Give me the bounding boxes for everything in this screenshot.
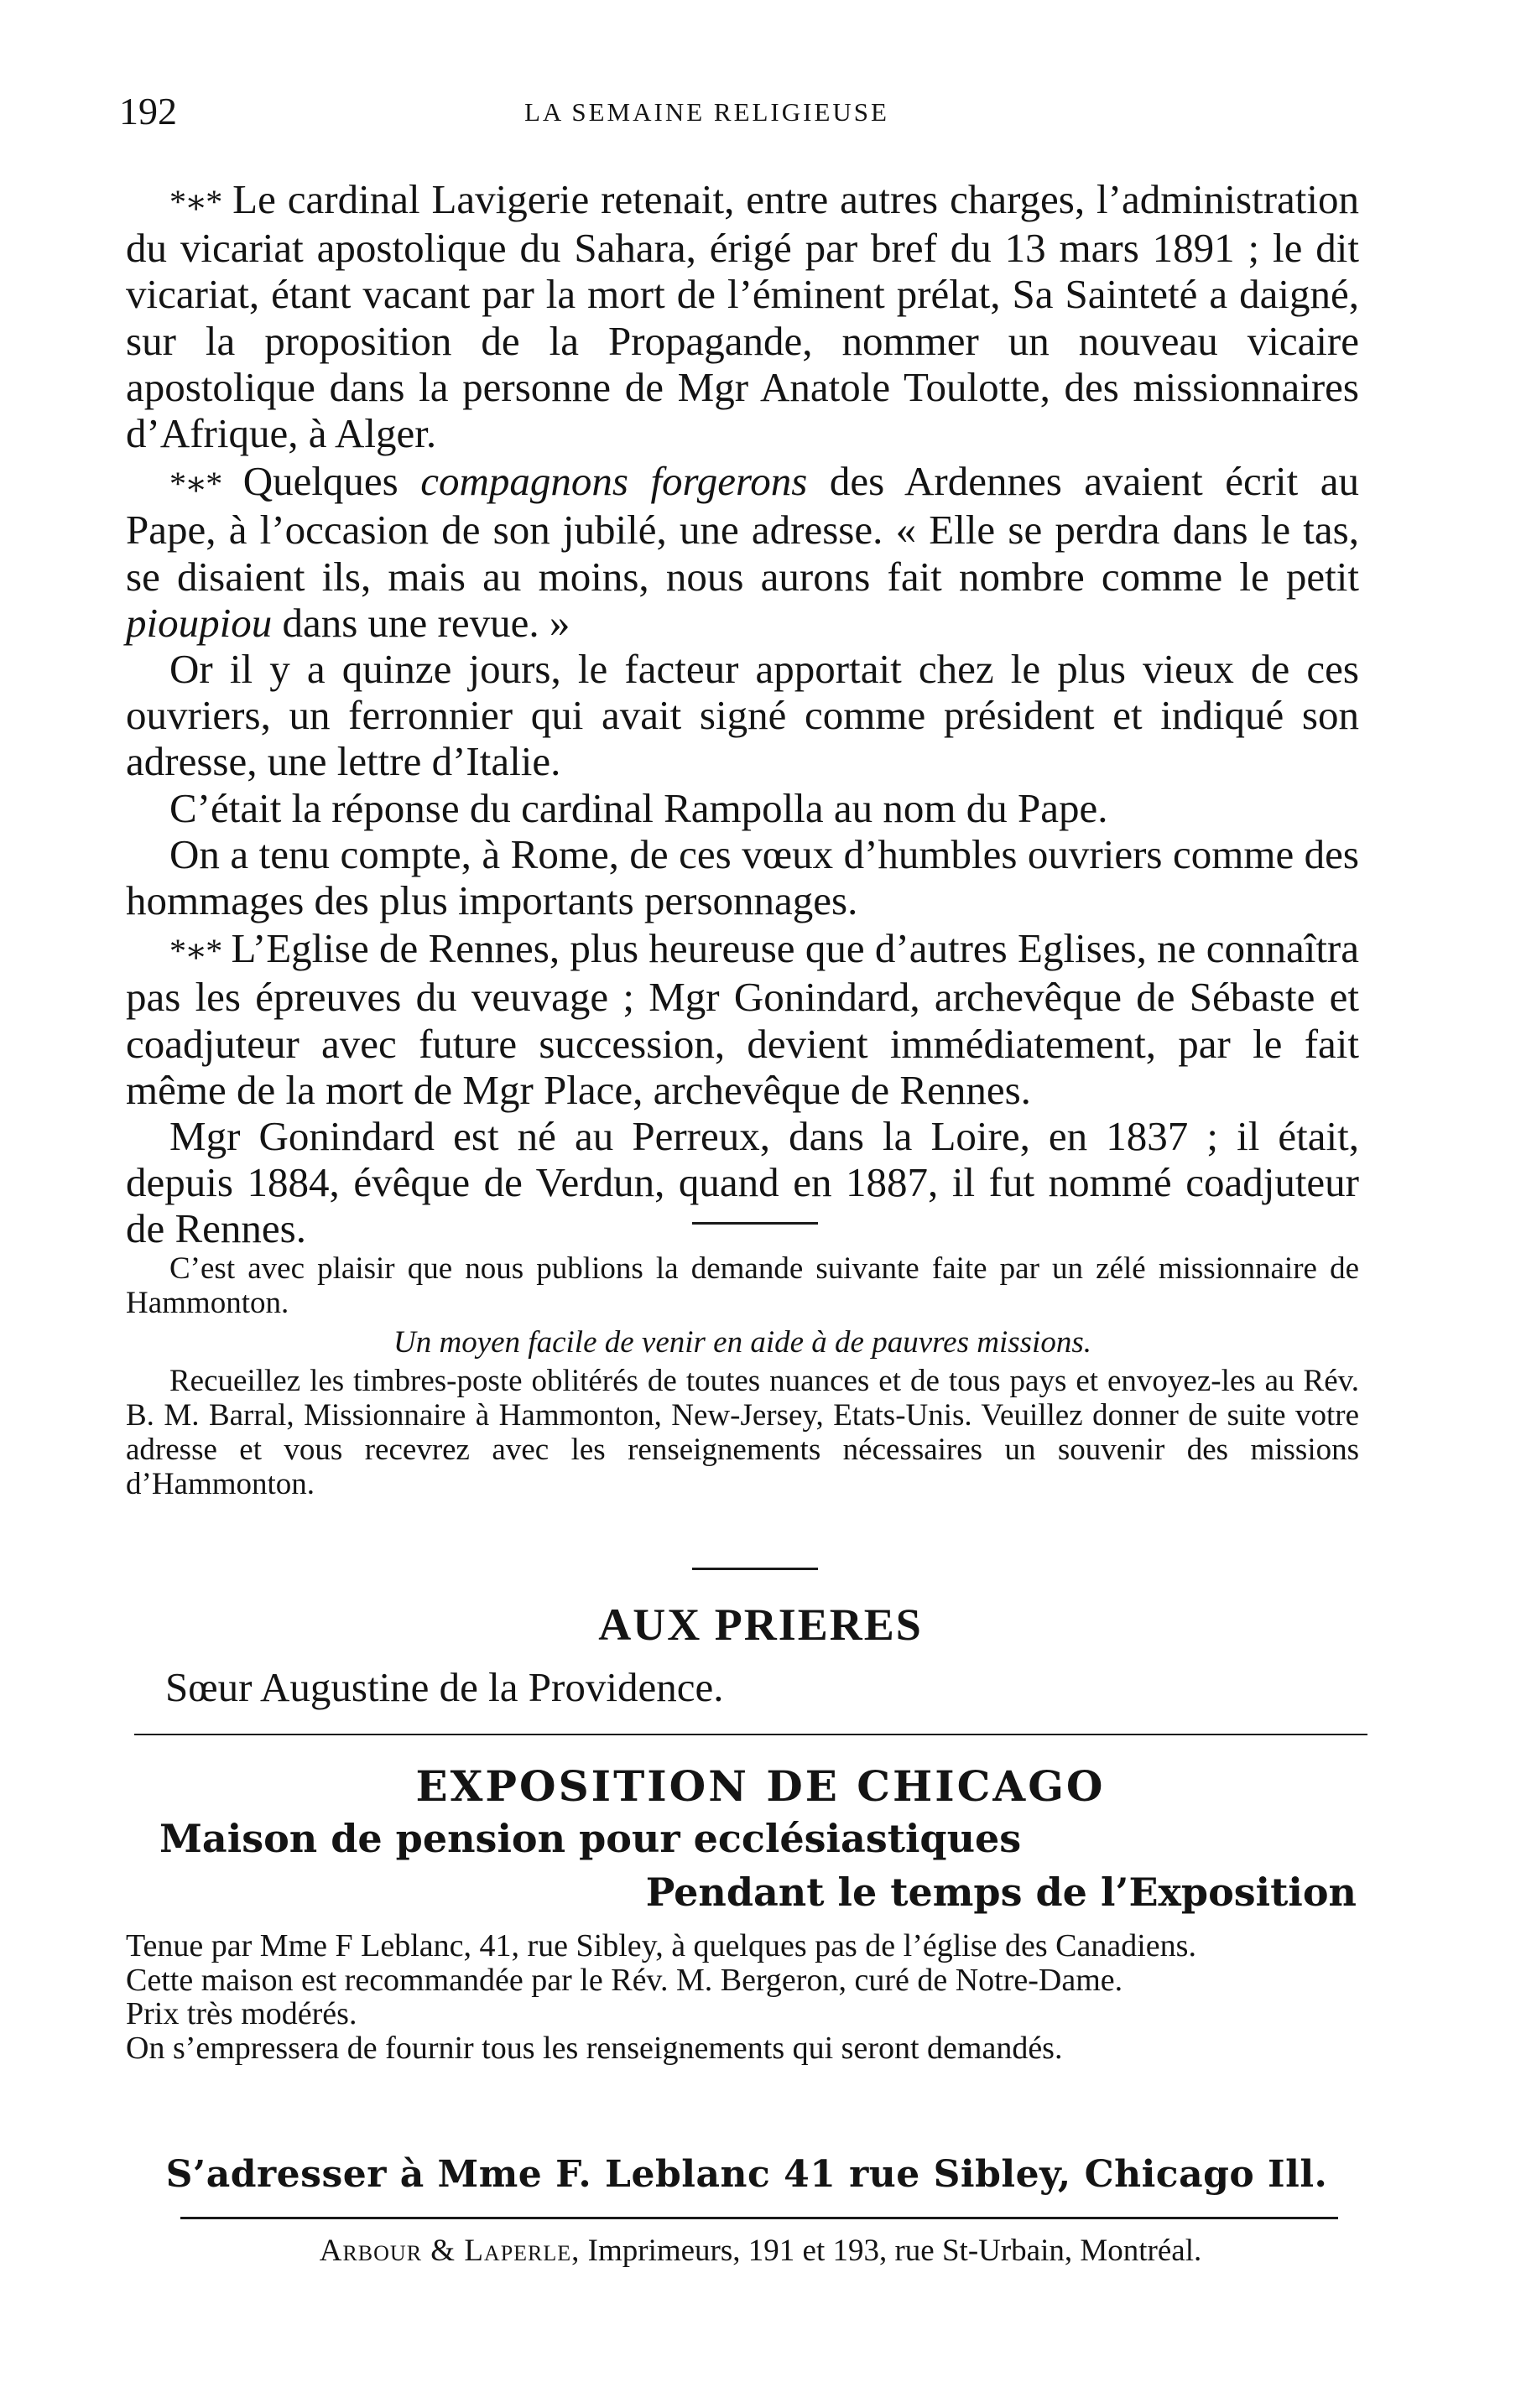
article-forgerons-para2: Or il y a quinze jours, le facteur apportait chez le plus vieux de ces ouvriers, un ferronnier qui avait signé comme président et indiqué son adresse, une lettre d’Italie. [126, 646, 1359, 785]
notice-body: Recueillez les timbres-poste oblitérés de toutes nuances et de tous pays et envoyez-les au Rév. B. M. Barral, Missionnaire à Hammonton, New-Jersey, Etats-Unis. Veuillez donner de suite votre adresse et vous recevrez avec les renseignements nécessaires un souvenir des missions d’Hammonton. [126, 1363, 1359, 1502]
article-forgerons [126, 458, 1359, 646]
exposition-details [126, 1929, 1359, 2065]
notice-motto: Un moyen facile de venir en aide à de pauvres missions. [393, 1325, 1091, 1360]
article-rennes-text: L’Eglise de Rennes, plus heureuse que d’autres Eglises, ne connaîtra pas les épreuves du veuvage ; Mgr Gonindard, archevêque de Sébaste et coadjuteur avec future succession, devient immédiatement, par le fait même de la mort de Mgr Place, archevêque de Rennes. [126, 925, 1359, 1113]
article-forgerons-text-2: des Ardennes avaient écrit au Pape, à l’occasion de son jubilé, une adresse. « Elle se perdra dans le tas, se disaient ils, mais au moins, nous aurons fait nombre comme le petit [126, 458, 1359, 600]
exposition-contact: S’adresser à Mme F. Leblanc 41 rue Sibley, Chicago Ill. [165, 2153, 1328, 2196]
article-rennes-para2: Mgr Gonindard est né au Perreux, dans la Loire, en 1837 ; il était, depuis 1884, évêque de Verdun, quand en 1887, il fut nommé coadjuteur de Rennes. [126, 1113, 1359, 1252]
article-forgerons-italic-2: pioupiou [126, 599, 273, 646]
article-lavigerie [126, 176, 1359, 456]
running-head: LA SEMAINE RELIGIEUSE [524, 97, 889, 127]
missionary-notice [126, 1251, 1359, 1501]
exposition-line: Prix très modérés. [126, 1996, 357, 2031]
exposition-subtitle-2: Pendant le temps de l’Exposition [645, 1870, 1357, 1915]
printer-imprint [0, 2233, 1521, 2269]
section-divider [692, 1568, 818, 1570]
prayers-name: Sœur Augustine de la Providence. [165, 1664, 724, 1710]
exposition-line: On s’empressera de fournir tous les renseignements qui seront demandés. [126, 2030, 1063, 2066]
full-width-rule [134, 1734, 1367, 1735]
article-forgerons-text-3: dans une revue. » [272, 599, 570, 646]
prayers-title: AUX PRIERES [598, 1599, 923, 1650]
exposition-title: EXPOSITION DE CHICAGO [415, 1761, 1106, 1811]
page-number: 192 [119, 90, 177, 133]
news-section [126, 176, 1359, 1252]
section-divider [692, 1222, 818, 1225]
printer-names: Arbour & Laperle, [319, 2234, 581, 2268]
asterism: *∗* [169, 465, 221, 503]
article-forgerons-text: Quelques [242, 458, 421, 505]
footer-rule [180, 2217, 1338, 2219]
exposition-line: Cette maison est recommandée par le Rév. M. Bergeron, curé de Notre-Dame. [126, 1962, 1123, 1998]
article-rennes [126, 925, 1359, 1113]
article-forgerons-italic: compagnons forgerons [420, 458, 808, 505]
printer-address: Imprimeurs, 191 et 193, rue St-Urbain, Montréal. [580, 2234, 1202, 2268]
exposition-line: Tenue par Mme F Leblanc, 41, rue Sibley, à quelques pas de l’église des Canadiens. [126, 1928, 1196, 1963]
asterism: *∗* [169, 183, 221, 221]
article-forgerons-para3: C’était la réponse du cardinal Rampolla au nom du Pape. [169, 784, 1108, 831]
notice-intro: C’est avec plaisir que nous publions la demande suivante faite par un zélé missionnaire de Hammonton. [126, 1251, 1359, 1321]
article-lavigerie-text: Le cardinal Lavigerie retenait, entre autres charges, l’administration du vicariat apostolique du Sahara, érigé par bref du 13 mars 1891 ; le dit vicariat, étant vacant par la mort de l’éminent prélat, Sa Sainteté a daigné, sur la proposition de la Propagande, nommer un nouveau vicaire apostolique dans la personne de Mgr Anatole Toulotte, des missionnaires d’Afrique, à Alger. [126, 176, 1360, 457]
article-forgerons-para4: On a tenu compte, à Rome, de ces vœux d’humbles ouvriers comme des hommages des plus importants personnages. [126, 830, 1359, 924]
exposition-subtitle: Maison de pension pour ecclésiastiques [159, 1816, 1022, 1861]
asterism: *∗* [169, 932, 221, 970]
